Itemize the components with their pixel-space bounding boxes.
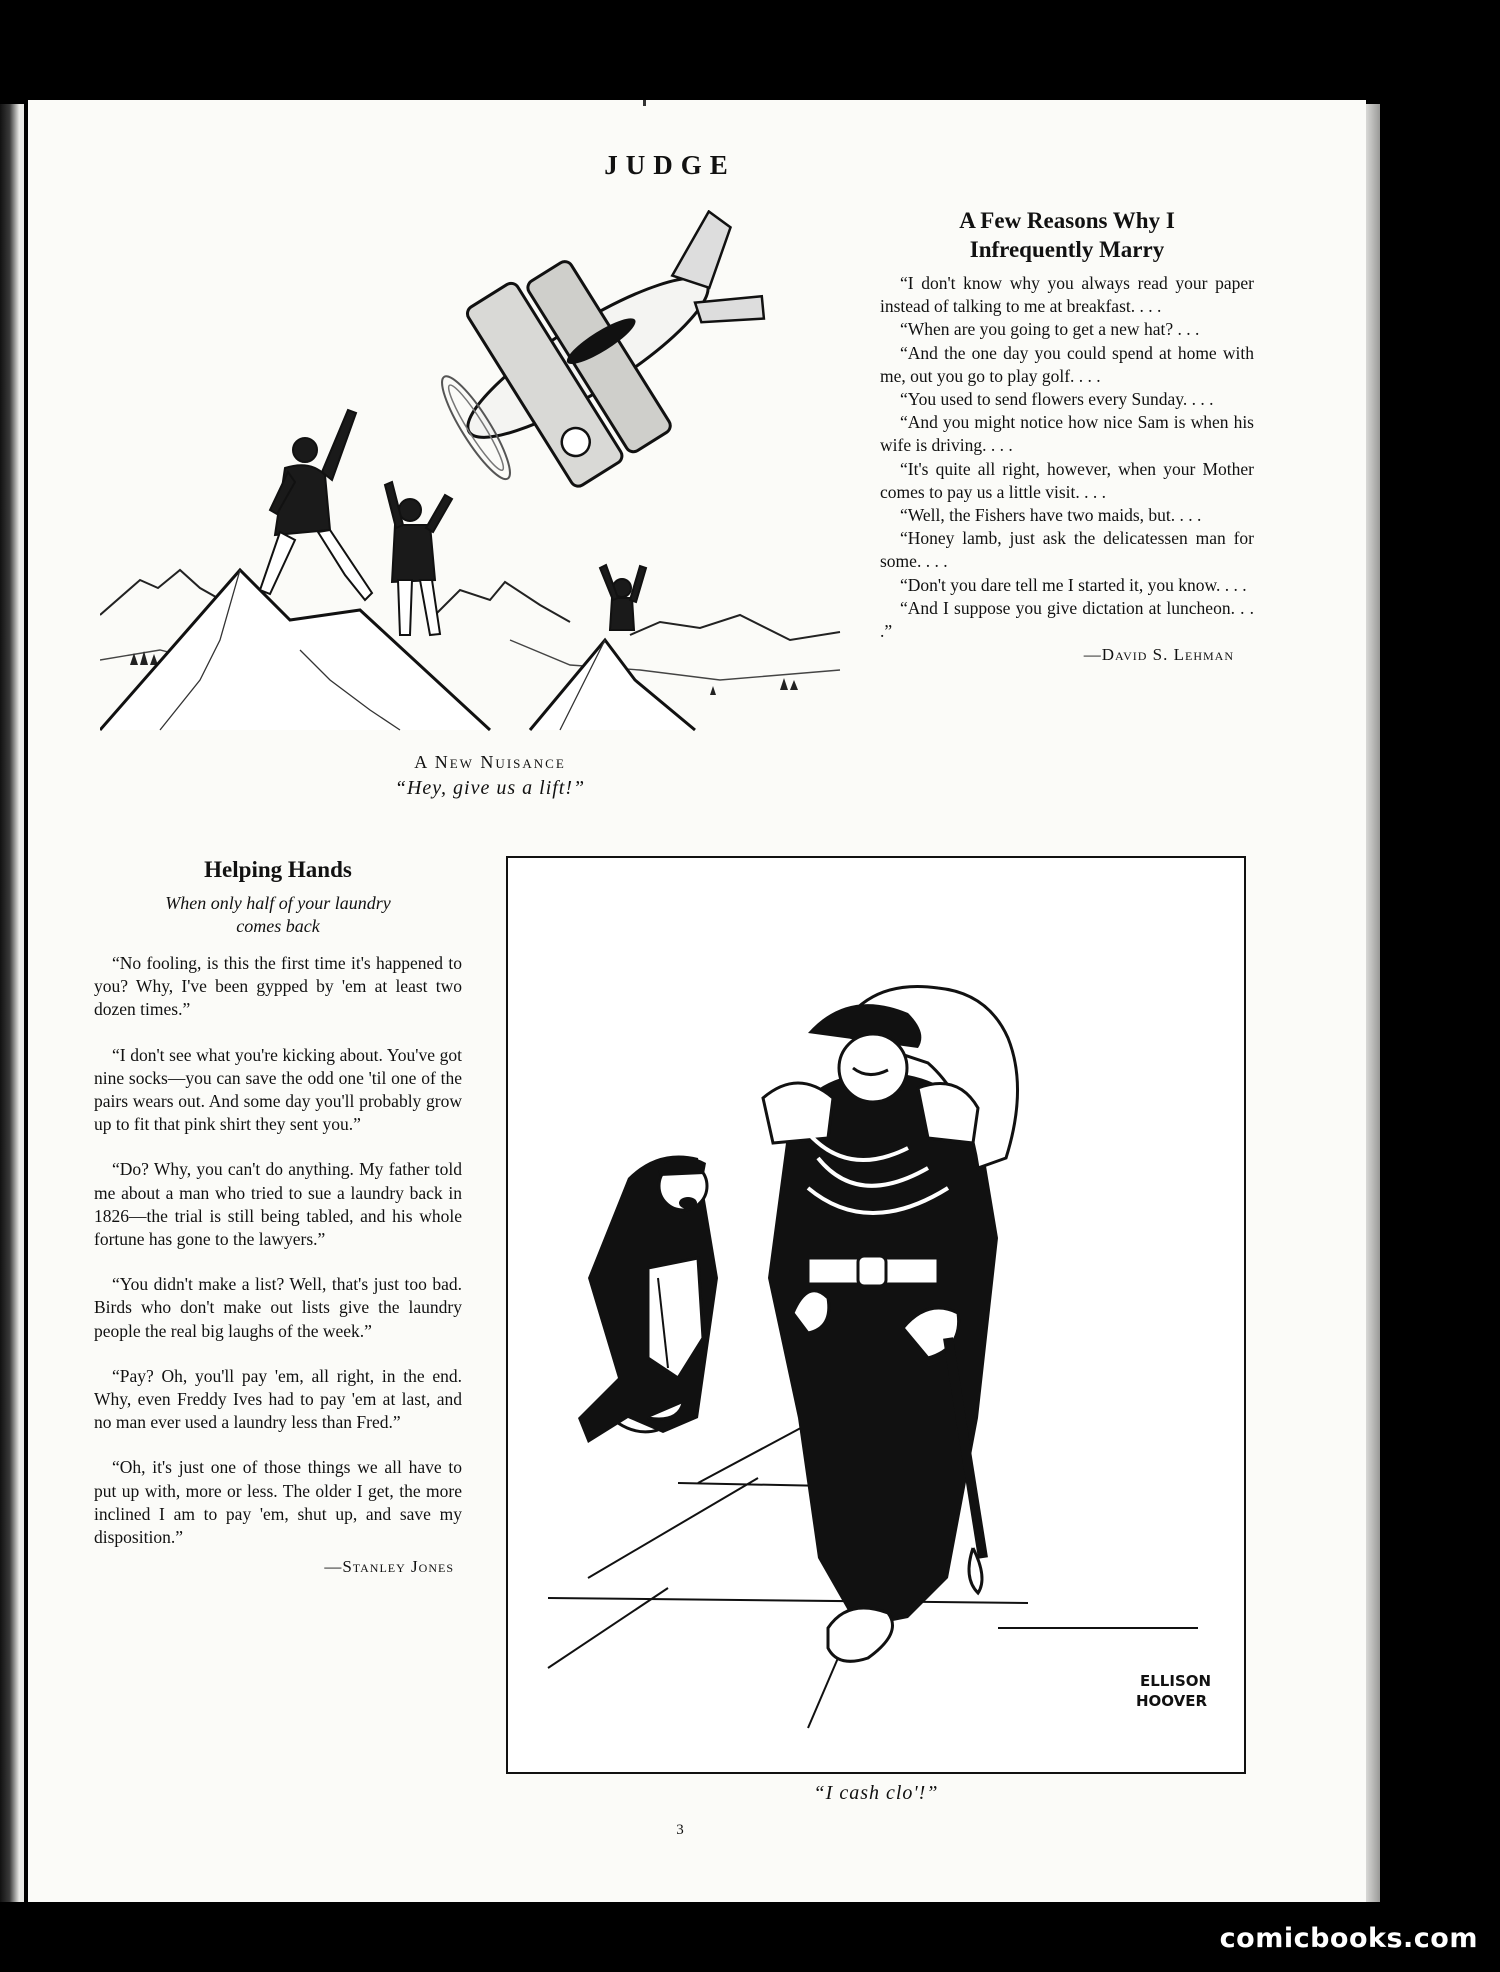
airplane-cartoon: [100, 210, 860, 740]
article-left-signature: —Stanley Jones: [324, 1557, 454, 1577]
paragraph: “Pay? Oh, you'll pay 'em, all right, in the end. Why, even Freddy Ives had to pay 'em at last, and no man ever used a laundry less than Fred.”: [94, 1365, 462, 1433]
article-left-body: [94, 952, 462, 1549]
main-cartoon-caption: “I cash clo'!”: [813, 1782, 939, 1804]
general-figure: [763, 986, 1018, 1661]
article-left-subtitle: [94, 892, 462, 938]
paragraph: “I don't know why you always read your paper instead of talking to me at breakfast. . . .: [880, 273, 1254, 317]
artist-signature: [1136, 1672, 1211, 1710]
paragraph: “Do? Why, you can't do anything. My father told me about a man who tried to sue a laundry back in 1826—the trial is still being tabled, and his whole fortune has gone to the lawyers.”: [94, 1159, 462, 1250]
article-right-title-line1: A Few Reasons Why I: [959, 208, 1175, 233]
paragraph: “And I suppose you give dictation at luncheon. . . .”: [880, 597, 1254, 642]
article-right-title: [880, 206, 1254, 264]
article-left-subtitle-line1: When only half of your laundry: [165, 893, 391, 913]
article-right-signature: —David S. Lehman: [1083, 645, 1234, 665]
article-left-subtitle-line2: comes back: [236, 916, 320, 936]
paragraph: “And you might notice how nice Sam is when his wife is driving. . . .: [880, 412, 1254, 456]
article-helping-hands: [94, 855, 462, 1577]
paragraph: “And the one day you could spend at home with me, out you go to play golf. . . .: [880, 342, 1254, 386]
page-gutter: [0, 104, 24, 1902]
article-few-reasons: [880, 206, 1254, 665]
article-right-title-line2: Infrequently Marry: [969, 237, 1165, 262]
paragraph: “No fooling, is this the first time it's happened to you? Why, I've been gypped by 'em at least two dozen times.”: [94, 953, 462, 1020]
paragraph: “Don't you dare tell me I started it, you know. . . .: [900, 574, 1247, 595]
page-tick: [643, 100, 646, 106]
paragraph: “I don't see what you're kicking about. You've got nine socks—you can save the odd one 'til one of the pairs wears out. And some day you'll probably grow up to fit that pink shirt they sent you.”: [94, 1044, 462, 1135]
paragraph: “You didn't make a list? Well, that's just too bad. Birds who don't make out lists give the laundry people the real big laughs of the week.”: [94, 1274, 462, 1341]
cartoon-top-quote: “Hey, give us a lift!”: [394, 777, 586, 799]
article-right-body: [880, 272, 1254, 643]
page-edge: [1366, 104, 1380, 1902]
masthead: JUDGE: [604, 150, 736, 180]
artist-signature-line1: ELLISON: [1140, 1672, 1212, 1690]
paragraph: “When are you going to get a new hat? . . .: [900, 319, 1200, 340]
paragraph: “Honey lamb, just ask the delicatessen man for some. . . .: [880, 528, 1254, 572]
cartoon-top-caption: [300, 752, 680, 800]
cartoon-top-title: A New Nuisance: [414, 752, 566, 772]
paragraph: “You used to send flowers every Sunday. . . .: [900, 389, 1214, 410]
page-number: 3: [676, 1822, 684, 1838]
paragraph: “Oh, it's just one of those things we all have to put up with, more or less. The older I get, the more inclined I am to pay 'em, shut up, and save my disposition.”: [94, 1457, 462, 1548]
article-left-title: Helping Hands: [204, 857, 352, 882]
watermark: comicbooks.com: [1219, 1923, 1478, 1954]
peddler-figure: [578, 1156, 718, 1444]
general-cartoon: [508, 858, 1244, 1772]
artist-signature-line2: HOOVER: [1136, 1692, 1208, 1710]
paragraph: “It's quite all right, however, when your Mother comes to pay us a little visit. . . .: [880, 458, 1254, 502]
paragraph: “Well, the Fishers have two maids, but. . . .: [900, 505, 1202, 526]
main-cartoon-frame: [506, 856, 1246, 1774]
